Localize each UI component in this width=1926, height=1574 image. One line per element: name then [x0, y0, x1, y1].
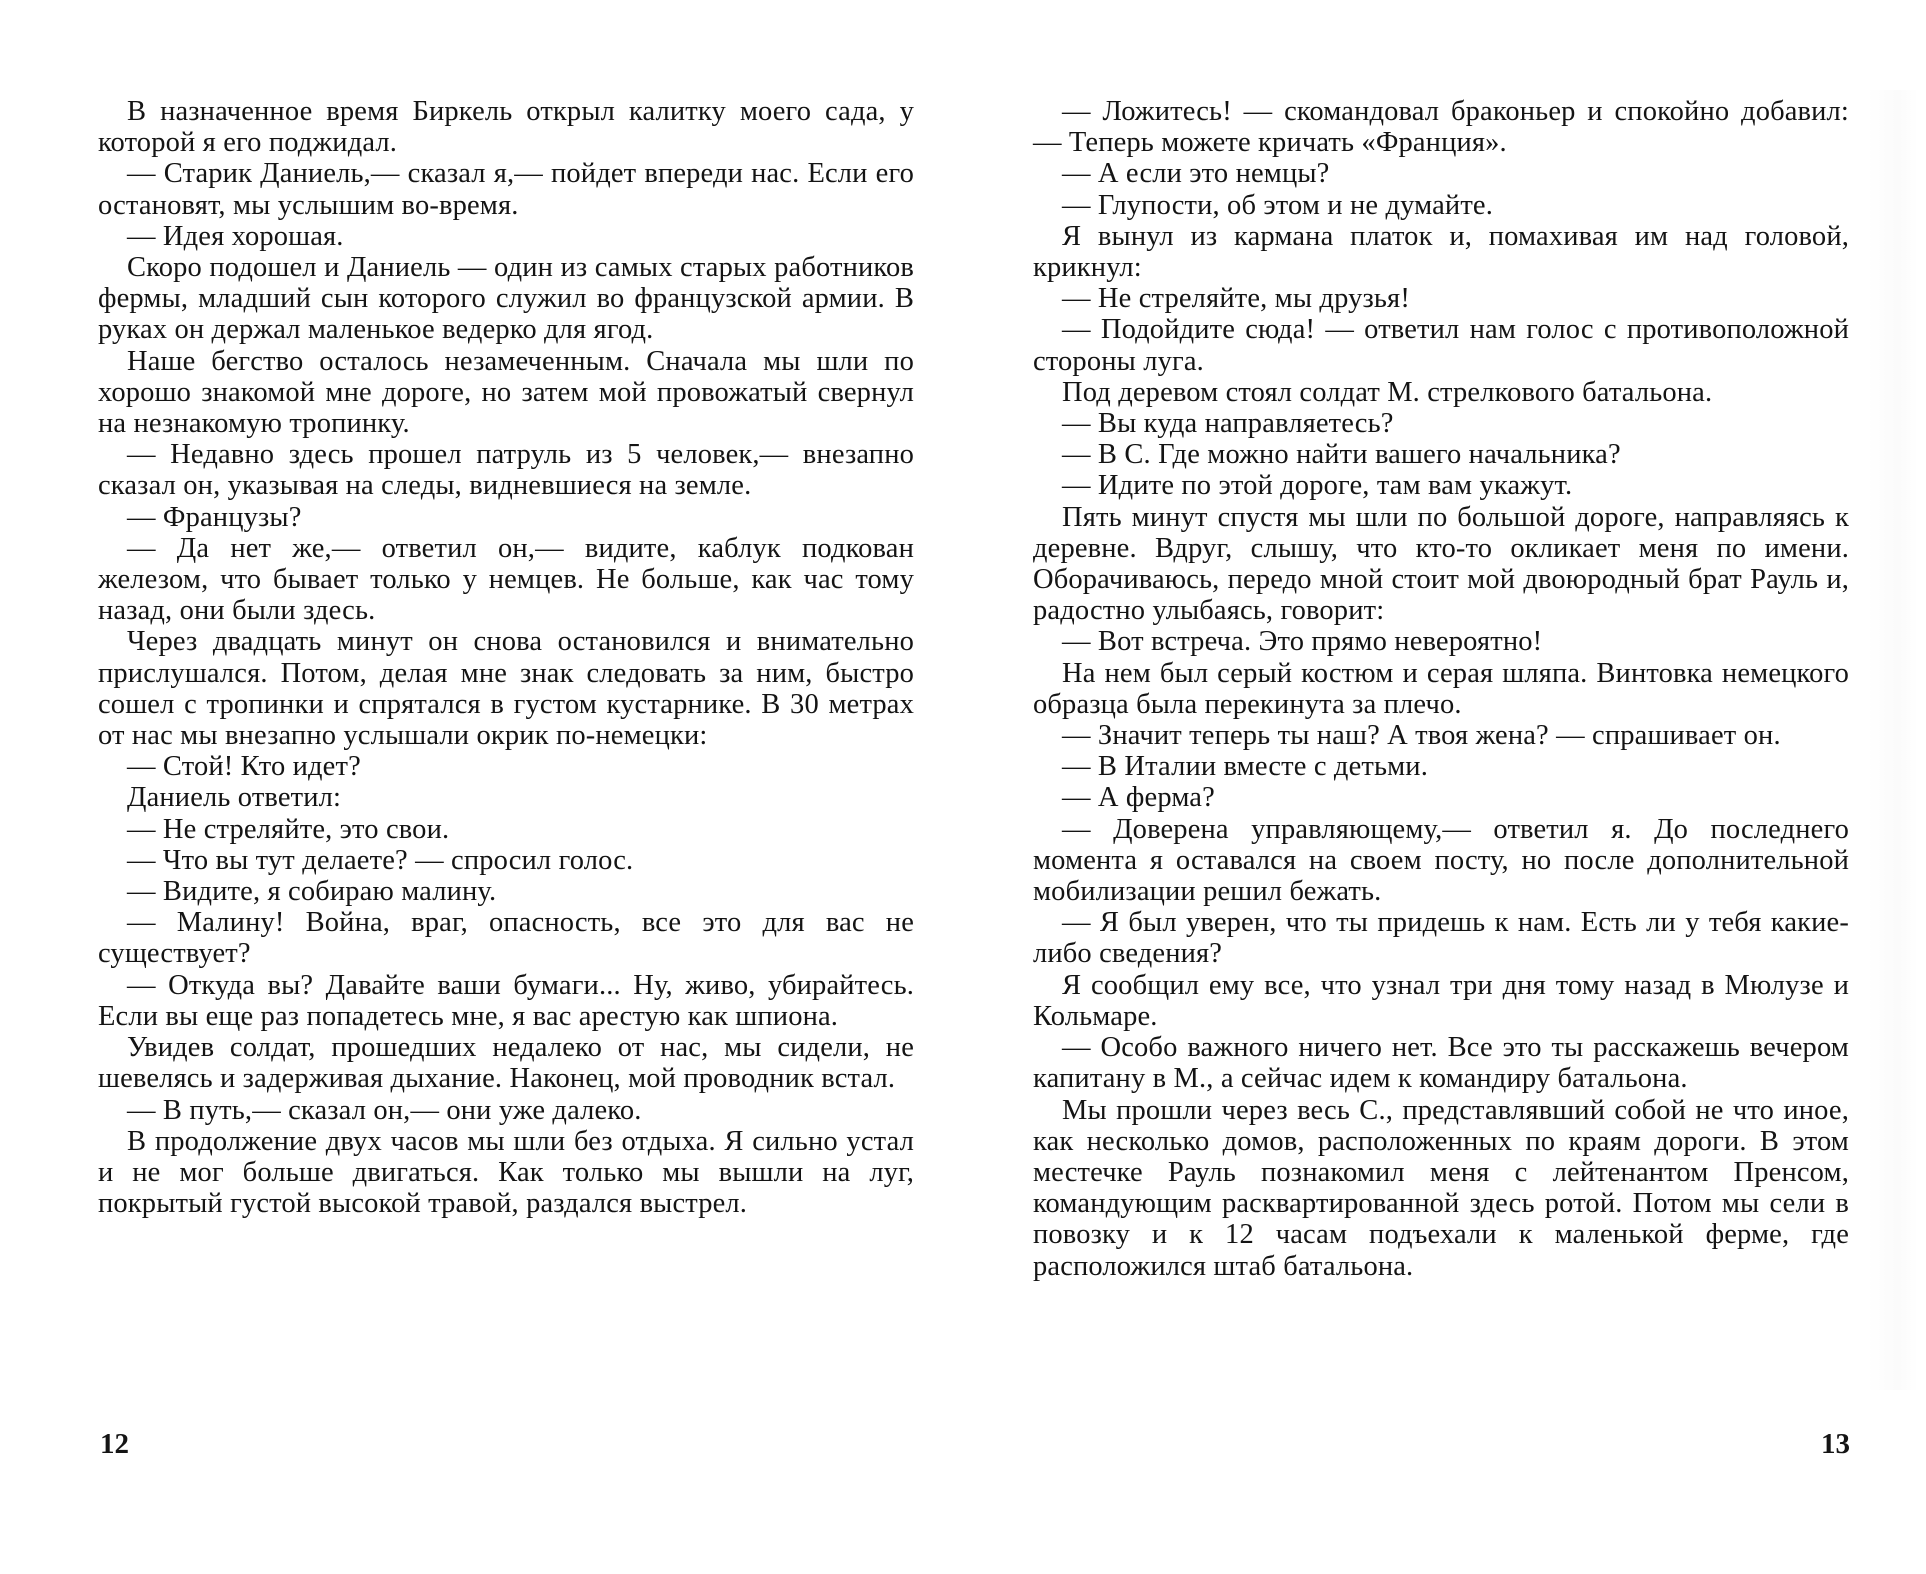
paragraph: — В Италии вместе с детьми. — [1062, 751, 1428, 783]
left-page — [98, 96, 914, 1219]
paragraph: Через двадцать минут он снова остановился и внимательно прислушался. Потом, делая мне знак следовать за ним, быстро сошел с тропинки и спрятался в густом кустарнике. В 30 метрах от нас мы внезапно услышали окрик по-немецки: — [98, 626, 914, 752]
paragraph: — В С. Где можно найти вашего начальника? — [1062, 439, 1621, 471]
paragraph: — Доверена управляющему,— ответил я. До последнего момента я оставался на своем посту, но после дополнительной мобилизации решил бежать. — [1033, 813, 1849, 908]
paragraph: Я сообщил ему все, что узнал три дня тому назад в Мюлузе и Кольмаре. — [1033, 969, 1849, 1032]
paragraph: — Я был уверен, что ты придешь к нам. Есть ли у тебя какие-либо сведения? — [1033, 907, 1849, 970]
paragraph: — Недавно здесь прошел патруль из 5 человек,— внезапно сказал он, указывая на следы, видневшиеся на земле. — [98, 439, 914, 502]
paragraph: — Что вы тут делаете? — спросил голос. — [127, 844, 634, 876]
paragraph: — Откуда вы? Давайте ваши бумаги... Ну, живо, убирайтесь. Если вы еще раз попадетесь мне, я вас арестую как шпиона. — [98, 969, 914, 1032]
paragraph: — Да нет же,— ответил он,— видите, каблук подкован железом, что бывает только у немцев. Не больше, как час тому назад, они были здесь. — [98, 532, 914, 627]
paragraph: — Подойдите сюда! — ответил нам голос с противоположной стороны луга. — [1033, 314, 1849, 377]
paragraph: — Старик Даниель,— сказал я,— пойдет впереди нас. Если его остановят, мы услышим во-время. — [98, 158, 914, 221]
paragraph: — Видите, я собираю малину. — [127, 876, 497, 908]
paragraph: — Идея хорошая. — [127, 220, 344, 252]
paragraph: В назначенное время Биркель открыл калитку моего сада, у которой я его поджидал. — [98, 96, 914, 159]
right-page — [1033, 96, 1849, 1282]
paragraph: — Не стреляйте, мы друзья! — [1062, 283, 1410, 315]
paragraph: Даниель ответил: — [127, 782, 342, 814]
paragraph: — Идите по этой дороге, там вам укажут. — [1062, 470, 1573, 502]
paragraph: — В путь,— сказал он,— они уже далеко. — [127, 1094, 642, 1126]
page-number-left: 12 — [100, 1428, 129, 1460]
paragraph: — Ложитесь! — скомандовал браконьер и спокойно добавил: — Теперь можете кричать «Франция». — [1033, 96, 1849, 159]
paragraph: Скоро подошел и Даниель — один из самых старых работников фермы, младший сын которого служил во французской армии. В руках он держал маленькое ведерко для ягод. — [98, 252, 914, 346]
paragraph: — Малину! Война, враг, опасность, все это для вас не существует? — [98, 907, 914, 970]
paragraph: В продолжение двух часов мы шли без отдыха. Я сильно устал и не мог больше двигаться. Как только мы вышли на луг, покрытый густой высокой травой, раздался выстрел. — [98, 1125, 914, 1220]
paragraph: — Французы? — [127, 501, 302, 533]
paragraph: Я вынул из кармана платок и, помахивая им над головой, крикнул: — [1033, 220, 1849, 284]
paragraph: — А если это немцы? — [1062, 158, 1330, 190]
paragraph: Мы прошли через весь С., представлявший собой не что иное, как несколько домов, расположенных по краям дороги. В этом местечке Рауль познакомил меня с лейтенантом Пренсом, командующим расквартированной здесь ротой. Потом мы сели в повозку и к 12 часам подъехали к маленькой ферме, где расположился штаб батальона. — [1033, 1094, 1849, 1282]
paragraph: — Вот встреча. Это прямо невероятно! — [1062, 626, 1543, 658]
paragraph: Пять минут спустя мы шли по большой дороге, направляясь к деревне. Вдруг, слышу, что кто-то окликает меня по имени. Оборачиваюсь, передо мной стоит мой двоюродный брат Рауль и, радостно улыбаясь, говорит: — [1033, 501, 1849, 627]
page-number-right: 13 — [1821, 1428, 1850, 1460]
paragraph: На нем был серый костюм и серая шляпа. Винтовка немецкого образца была перекинута за плечо. — [1033, 657, 1849, 720]
paragraph: — А ферма? — [1062, 782, 1215, 814]
paragraph: Под деревом стоял солдат М. стрелкового батальона. — [1062, 376, 1713, 408]
paragraph: Наше бегство осталось незамеченным. Сначала мы шли по хорошо знакомой мне дороге, но затем мой провожатый свернул на незнакомую тропинку. — [98, 345, 914, 440]
paragraph: — Вы куда направляетесь? — [1062, 408, 1394, 440]
paragraph: — Стой! Кто идет? — [127, 751, 361, 783]
paragraph: Увидев солдат, прошедших недалеко от нас, мы сидели, не шевелясь и задерживая дыхание. Наконец, мой проводник встал. — [98, 1032, 914, 1095]
page-edge-bleed — [1868, 90, 1918, 1390]
paragraph: — Особо важного ничего нет. Все это ты расскажешь вечером капитану в М., а сейчас идем к командиру батальона. — [1033, 1032, 1849, 1095]
paragraph: — Глупости, об этом и не думайте. — [1062, 189, 1494, 221]
paragraph: — Значит теперь ты наш? А твоя жена? — спрашивает он. — [1062, 720, 1781, 752]
paragraph: — Не стреляйте, это свои. — [127, 813, 450, 845]
